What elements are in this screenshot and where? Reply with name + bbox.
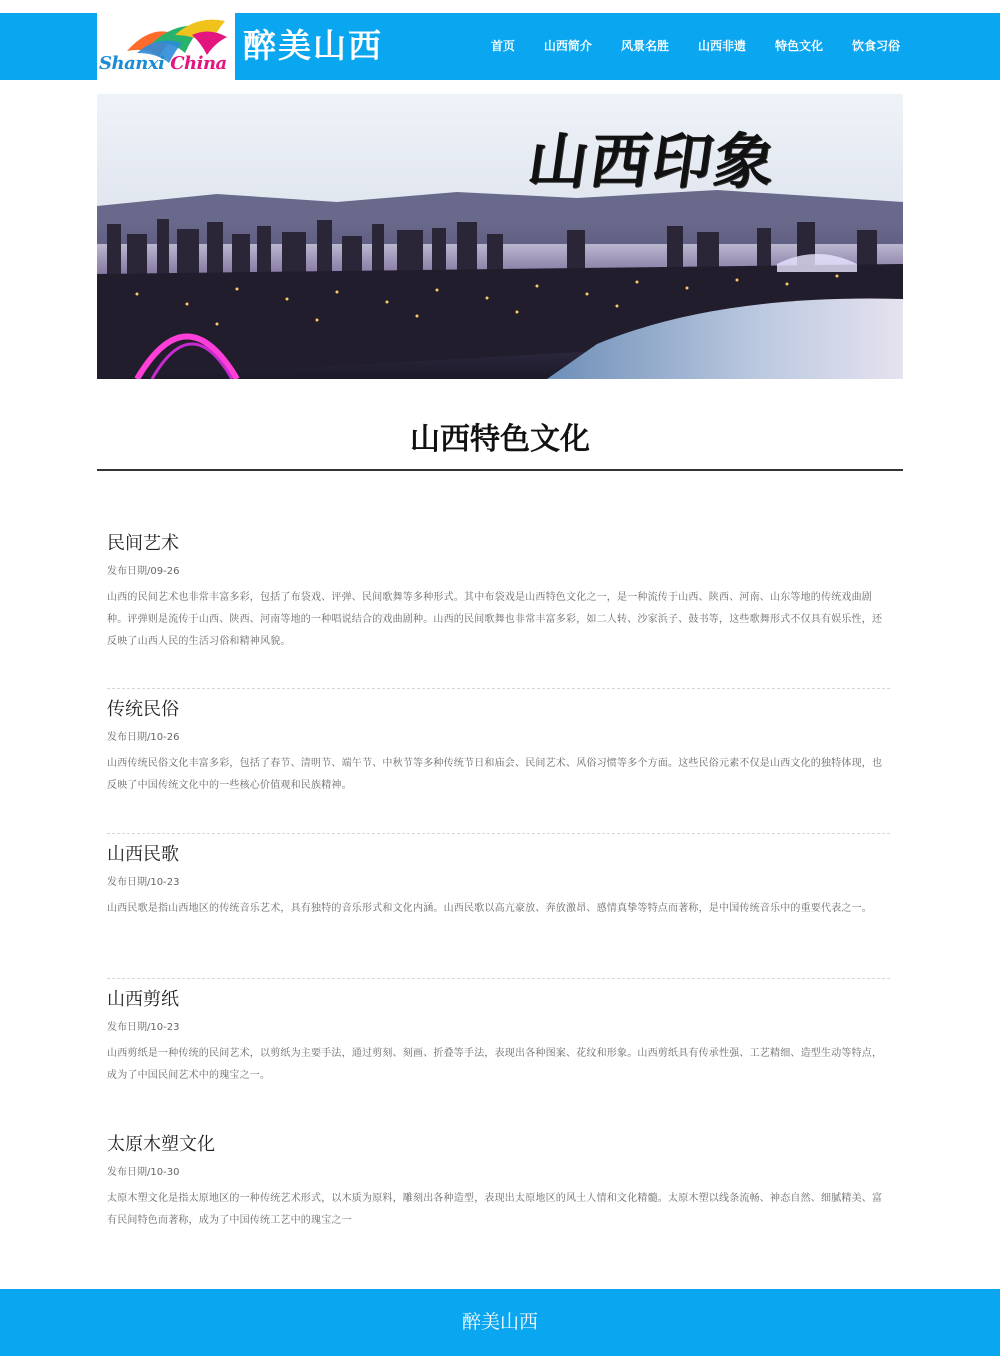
article-date: 发布日期/10-26 (107, 732, 180, 743)
article-title[interactable]: 山西民歌 (107, 844, 179, 865)
logo-text-china: China (170, 53, 227, 74)
article-body: 山西的民间艺术也非常丰富多彩，包括了布袋戏、评弹、民间歌舞等多种形式。其中布袋戏是山西特色文化之一，是一种流传于山西、陕西、河南、山东等地的传统戏曲剧种。评弹则是流传于山西、陕西、河南等地的一种唱说结合的戏曲剧种。山西的民间歌舞也非常丰富多彩，如二人转、沙家浜子、鼓书等，这些歌舞形式不仅具有娱乐性，还反映了山西人民的生活习俗和精神风貌。 (107, 592, 883, 647)
article-item[interactable] (107, 1132, 890, 1232)
article-divider (107, 978, 890, 979)
nav-item-food[interactable]: 饮食习俗 (851, 39, 900, 53)
article-item[interactable] (107, 842, 890, 920)
article-title[interactable]: 太原木塑文化 (107, 1134, 215, 1155)
article-title[interactable]: 传统民俗 (107, 699, 179, 720)
article-body: 山西剪纸是一种传统的民间艺术，以剪纸为主要手法，通过剪刻、刻画、折叠等手法，表现出各种图案、花纹和形象。山西剪纸具有传承性强、工艺精细、造型生动等特点，成为了中国民间艺术中的瑰宝之一。 (107, 1048, 883, 1081)
logo-text-shanxi: Shanxi (99, 53, 165, 74)
article-item[interactable] (107, 531, 890, 653)
article-date: 发布日期/10-23 (107, 877, 180, 888)
nav-item-culture[interactable]: 特色文化 (774, 39, 823, 53)
main-nav (462, 13, 900, 80)
logo-text (99, 53, 227, 74)
nav-item-home[interactable]: 首页 (490, 39, 515, 53)
footer-text: 醉美山西 (461, 1311, 538, 1333)
page-title: 山西特色文化 (410, 422, 590, 457)
hero-banner (97, 94, 903, 379)
site-header (0, 13, 1000, 80)
site-footer (0, 1289, 1000, 1356)
article-date: 发布日期/10-23 (107, 1022, 180, 1033)
article-item[interactable] (107, 697, 890, 797)
nav-item-heritage[interactable]: 山西非遗 (697, 39, 746, 53)
article-body: 太原木塑文化是指太原地区的一种传统艺术形式，以木质为原料，雕刻出各种造型，表现出太原地区的风土人情和文化精髓。太原木塑以线条流畅、神态自然、细腻精美、富有民间特色而著称，成为了中国传统工艺中的瑰宝之一 (107, 1193, 883, 1226)
article-divider (107, 833, 890, 834)
article-divider (107, 688, 890, 689)
title-divider (97, 469, 903, 471)
article-item[interactable] (107, 987, 890, 1087)
banner-calligraphy: 山西印象 (523, 127, 782, 197)
nav-item-intro[interactable]: 山西简介 (543, 39, 592, 53)
site-logo[interactable] (97, 13, 235, 80)
article-body: 山西传统民俗文化丰富多彩，包括了春节、清明节、端午节、中秋节等多种传统节日和庙会、民间艺术、风俗习惯等多个方面。这些民俗元素不仅是山西文化的独特体现，也反映了中国传统文化中的一些核心价值观和民族精神。 (107, 758, 883, 791)
article-title[interactable]: 民间艺术 (107, 533, 179, 554)
site-title[interactable]: 醉美山西 (243, 26, 383, 65)
nav-item-scenery[interactable]: 风景名胜 (620, 39, 669, 53)
article-date: 发布日期/09-26 (107, 566, 180, 577)
article-body: 山西民歌是指山西地区的传统音乐艺术，具有独特的音乐形式和文化内涵。山西民歌以高亢豪放、奔放激昂、感情真挚等特点而著称，是中国传统音乐中的重要代表之一。 (107, 903, 872, 914)
article-title[interactable]: 山西剪纸 (107, 989, 179, 1010)
city-night-image (97, 94, 903, 379)
article-date: 发布日期/10-30 (107, 1167, 180, 1178)
